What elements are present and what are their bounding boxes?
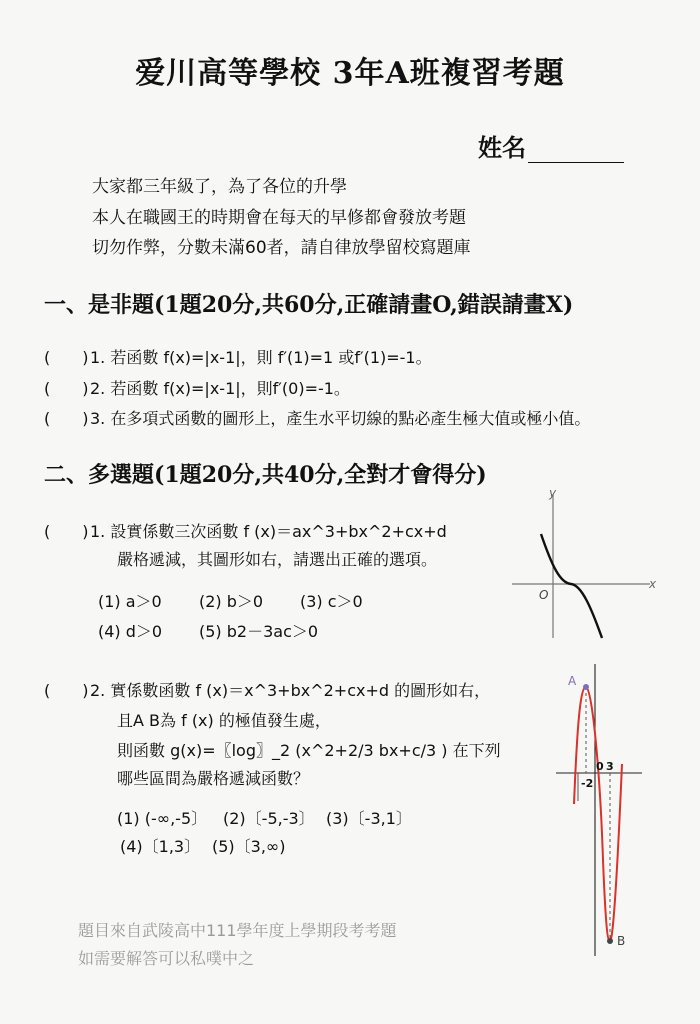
- mc-q2-line-2: 且A B為 f (x) 的極值發生處，: [117, 711, 331, 730]
- mc-q1-option-4: (4) d＞0: [98, 622, 163, 641]
- point-b-label: B: [617, 934, 626, 948]
- tf-q3-answer-blank: ( ): [44, 409, 89, 428]
- section-2-heading: 二、多選題(1題20分,共40分,全對才會得分): [44, 462, 487, 488]
- cubic-curve: [574, 687, 622, 941]
- mc-q1-option-3: (3) c＞0: [300, 592, 363, 611]
- intro-line-1: 大家都三年級了，為了各位的升學: [92, 177, 347, 197]
- mc-q1-option-1: (1) a＞0: [98, 592, 162, 611]
- decreasing-cubic-curve: [541, 534, 602, 638]
- name-field: [478, 128, 624, 163]
- y-axis-label: y: [549, 486, 557, 500]
- point-b-marker: [607, 938, 613, 944]
- mc-q1-graph: [508, 484, 668, 644]
- mc-q1-line-2: 嚴格遞減，其圖形如右，請選出正確的選項。: [117, 550, 438, 569]
- mc-q2-option-4: (4)〔1,3〕: [120, 837, 201, 856]
- name-blank-line: [528, 140, 624, 163]
- tf-q2-answer-blank: ( ): [44, 379, 89, 398]
- intro-line-3: 切勿作弊，分數未滿60者，請自律放學留校寫題庫: [92, 238, 471, 258]
- mc-q1-option-2: (2) b＞0: [199, 592, 264, 611]
- page-title: 爱川高等學校 3年A班複習考題: [135, 56, 565, 91]
- mc-q2-graph: [556, 660, 656, 960]
- mc-q2-option-3: (3)〔-3,1〕: [326, 809, 412, 828]
- zero-label: 0: [596, 760, 604, 773]
- footer-note: 如需要解答可以私噗中之: [78, 949, 255, 968]
- mc-q1-answer-blank: ( ): [44, 522, 89, 541]
- mc-q2-option-5: (5)〔3,∞): [212, 837, 286, 856]
- mc-q2-answer-blank: ( ): [44, 681, 89, 700]
- intro-line-2: 本人在職國王的時期會在每天的早修都會發放考題: [92, 208, 466, 228]
- tf-q2-text: 2. 若函數 f(x)=|x-1|，則f′(0)=-1。: [90, 379, 350, 398]
- name-label: 姓名: [478, 133, 526, 162]
- mc-q2-option-2: (2)〔-5,-3〕: [223, 809, 315, 828]
- point-a-label: A: [568, 674, 577, 688]
- x-axis-label: x: [649, 577, 657, 591]
- section-1-heading: 一、是非題(1題20分,共60分,正確請畫O,錯誤請畫X): [44, 292, 574, 318]
- tf-q1-text: 1. 若函數 f(x)=|x-1|，則 f′(1)=1 或f′(1)=-1。: [90, 348, 432, 367]
- tf-q3-text: 3. 在多項式函數的圖形上，產生水平切線的點必產生極大值或極小值。: [90, 409, 591, 428]
- neg-two-label: -2: [581, 777, 594, 790]
- mc-q2-line-3: 則函數 g(x)=〖log〗_2 (x^2+2/3 bx+c/3 ) 在下列: [117, 741, 501, 760]
- mc-q1-option-5: (5) b2－3ac＞0: [199, 622, 319, 641]
- point-a-marker: [583, 684, 589, 690]
- footer-source: 題目來自武陵高中111學年度上學期段考考題: [78, 921, 397, 940]
- tf-q1-answer-blank: ( ): [44, 348, 89, 367]
- mc-q1-line-1: 1. 設實係數三次函數 f (x)＝ax^3+bx^2+cx+d: [90, 522, 447, 541]
- origin-label: O: [539, 588, 549, 602]
- mc-q2-line-4: 哪些區間為嚴格遞減函數？: [117, 769, 310, 788]
- mc-q2-option-1: (1) (-∞,-5〕: [117, 809, 208, 828]
- three-label: 3: [606, 760, 614, 773]
- mc-q2-line-1: 2. 實係數函數 f (x)＝x^3+bx^2+cx+d 的圖形如右，: [90, 681, 491, 700]
